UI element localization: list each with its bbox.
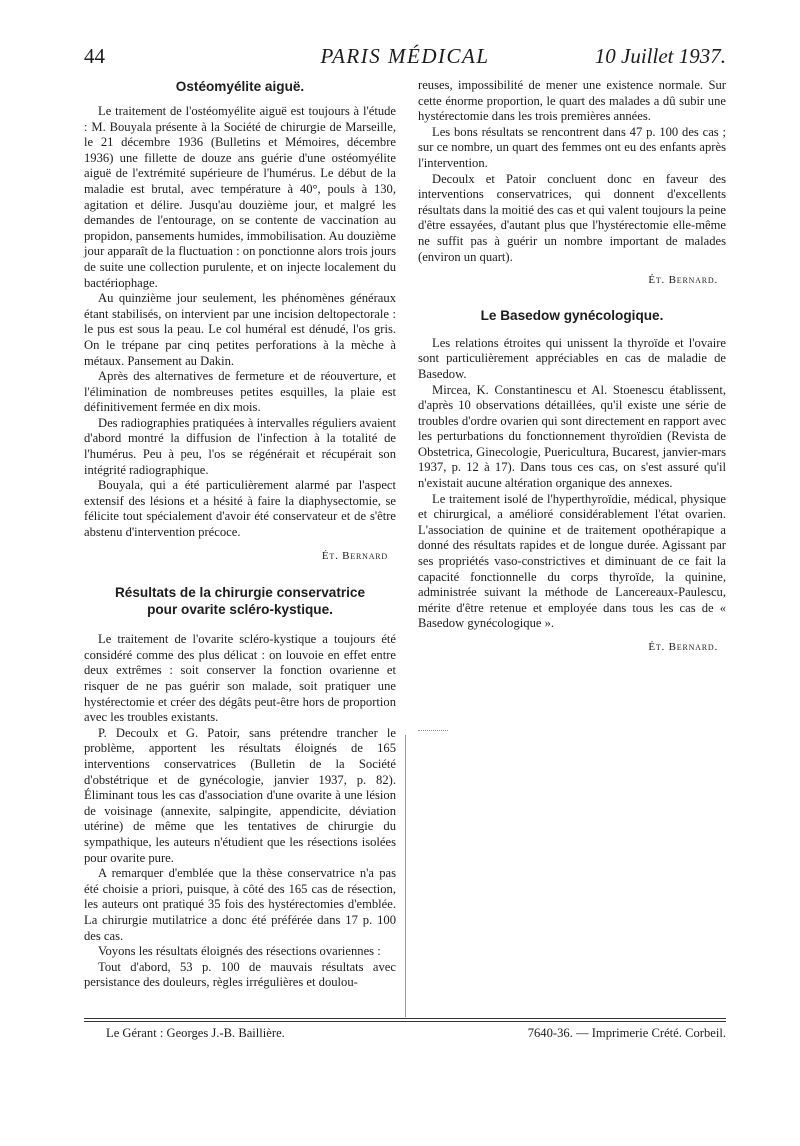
footer-printer: 7640-36. — Imprimerie Crété. Corbeil. [527, 1026, 726, 1040]
footer-publisher: Le Gérant : Georges J.-B. Baillière. [106, 1026, 285, 1040]
heading-line: pour ovarite scléro-kystique. [147, 602, 333, 618]
paragraph: Le traitement de l'ovarite scléro-kystique a toujours été considéré comme des plus délicat : on louvoie en effet entre deux extrêmes : soit conserver la fonction ovarienne et risquer de ne pas guérir son malade, soit pratiquer une hystérectomie et créer des dégâts peut-être hors de proportion avec les troubles existants. [84, 632, 396, 725]
footer-rule [84, 1021, 726, 1022]
paragraph: reuses, impossibilité de mener une existence normale. Sur cette énorme proportion, le quart des malades a dû subir une hystérectomie dans les trois premières années. [418, 78, 726, 124]
paragraph: Le traitement isolé de l'hyperthyroïdie, médical, physique et chirurgical, a amélioré considérablement l'état ovarien. L'association de quinine et de traitement opothérapique a donné des résultats rapides et de longue durée. Agissant par ses propriétés vaso-constrictives et diminuant de ce fait la capacité fonctionnelle du corps thyroïde, la quinine, administrée suivant la méthode de Lancereaux-Paulescu, mérite d'être retenue et employée dans tous les cas de « Basedow gynécologique ». [418, 491, 726, 631]
article-signature: Ét. Bernard. [648, 274, 718, 287]
issue-date: 10 Juillet 1937. [594, 44, 726, 68]
left-column [84, 78, 396, 991]
footer-rule [84, 1018, 726, 1019]
paragraph: Au quinzième jour seulement, les phénomènes généraux étant stabilisés, on intervient par une incision deltopectorale : le pus est sous la peau. Le col huméral est dénudé, l'os gris. On le trépane par cinq petites perforations à la mèche à métaux. Pansement au Dakin. [84, 291, 396, 368]
paragraph: A remarquer d'emblée que la thèse conservatrice n'a pas été choisie a priori, puisque, à côté des 165 cas de résection, les auteurs ont pratiqué 35 fois des hystérectomies d'emblée. La chirurgie mutilatrice a donc été préférée dans 17 p. 100 des cas. [84, 866, 396, 943]
paragraph: Decoulx et Patoir concluent donc en faveur des interventions conservatrices, qui donnent d'excellents résultats dans la moitié des cas et qui valent toujours la peine d'être essayées, d'autant plus que l'hystérectomie elle-même ne suffit pas à guérir un nombre important de malades (environ un quart). [418, 171, 726, 264]
paragraph: Mircea, K. Constantinescu et Al. Stoenescu établissent, d'après 10 observations détaillées, qu'il existe une série de troubles d'ordre ovarien qui sont directement en rapport avec les perturbations du fonctionnement thyroïdien (Revista de Obstetrica, Ginecologie, Puericultura, Bucarest, janvier-mars 1937, p. 12 à 17). Dans tous ces cas, on s'est assuré qu'il n'existait aucune altération organique des annexes. [418, 382, 726, 491]
paragraph: Voyons les résultats éloignés des résections ovariennes : [98, 944, 381, 959]
paragraph: Après des alternatives de fermeture et de réouverture, et l'élimination de nombreuses petites esquilles, la plaie est définitivement fermée en dix mois. [84, 369, 396, 415]
paragraph: Des radiographies pratiquées à intervalles réguliers avaient d'abord montré la diffusion de l'infection à la totalité de l'humérus. Peu à peu, l'os se régénérait et récupérait son intégrité radiographique. [84, 415, 396, 477]
paragraph: Tout d'abord, 53 p. 100 de mauvais résultats avec persistance des douleurs, règles irrégulières et doulou- [84, 959, 396, 990]
paragraph: Le traitement de l'ostéomyélite aiguë est toujours à l'étude : M. Bouyala présente à la Société de chirurgie de Marseille, le 21 décembre 1936 (Bulletins et Mémoires, décembre 1936) une fillette de douze ans guérie d'une ostéomyélite aiguë de l'extrémité supérieure de l'humérus. Le début de la maladie est brutal, avec température à 40°, pouls à 130, agitation et délire. Jusqu'au douzième jour, et malgré les demandes de l'entourage, on se contente de vaccination au propidon, pansements humides, immobilisation. Au douzième jour apparaît de la fluctuation : on ponctionne alors trois jours de suite une collection purulente, et on injecte localement du bactériophage. [84, 104, 397, 290]
article-heading-osteomyelite: Ostéomyélite aiguë. [175, 79, 305, 94]
journal-title: PARIS MÉDICAL [320, 44, 490, 68]
right-column [418, 78, 726, 656]
paragraph: Les relations étroites qui unissent la thyroïde et l'ovaire sont particulièrement appréciables en cas de maladie de Basedow. [418, 335, 726, 381]
page-number: 44 [84, 44, 105, 68]
page-header [84, 44, 726, 74]
paragraph: Bouyala, qui a été particulièrement alarmé par l'aspect extensif des lésions et a hésité à faire la diaphysectomie, se félicite tout spécialement d'avoir été conservateur et de s'être abstenu d'intervention précoce. [84, 478, 396, 540]
paragraph: Les bons résultats se rencontrent dans 47 p. 100 des cas ; sur ce nombre, un quart des femmes ont eu des enfants après l'intervention. [418, 124, 726, 170]
article-signature: Ét. Bernard. [648, 641, 718, 653]
article-signature: Ét. Bernard [321, 549, 388, 562]
divider-mark [418, 730, 448, 739]
article-heading-basedow: Le Basedow gynécologique. [480, 307, 664, 323]
column-divider [405, 735, 406, 1017]
article-heading-chirurgie-conservatrice [84, 584, 396, 618]
heading-line: Résultats de la chirurgie conservatrice [114, 585, 366, 601]
paragraph: P. Decoulx et G. Patoir, sans prétendre trancher le problème, apportent les résultats éloignés de 165 interventions conservatrices (Bulletin de la Société d'obstétrique et de gynécologie, janvier 1937, p. 82). Éliminant tous les cas d'association d'une ovarite à une lésion de voisinage (annexite, salpingite, appendicite, déviation utérine) de même que les tentatives de chirurgie du sympathique, les auteurs n'étudient que les résections isolées pour ovarite pure. [84, 725, 396, 865]
